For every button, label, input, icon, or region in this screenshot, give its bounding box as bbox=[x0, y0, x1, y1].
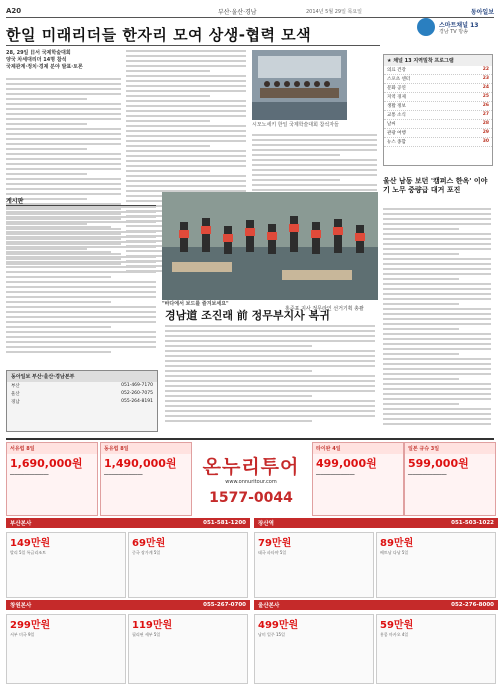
right-column-headline: 울산 남동 보던 '캠퍼스 한옥' 이야기 노무 중량급 대거 포진 bbox=[383, 177, 488, 194]
promo-box: 동유럽 8일 1,490,000원 ━━━━━━━━━━━━━━━━ bbox=[100, 442, 192, 516]
newspaper-brand: 동아일보 bbox=[470, 8, 494, 16]
main-headline: 한일 미래리더들 한자리 모여 상생-협력 모색 bbox=[6, 26, 312, 44]
lead-summary bbox=[6, 50, 121, 71]
ad-logo-box bbox=[193, 442, 309, 514]
program-row: 의료 건강 22 bbox=[384, 66, 492, 75]
ad-header bbox=[6, 442, 494, 514]
lead-line-3: 국제관계·정치·경제 분야 발표·토론 bbox=[6, 64, 83, 70]
branch-band: 부산본사 051-581-1200 bbox=[6, 518, 250, 528]
section-name: 부산·울산·경남 bbox=[218, 8, 257, 16]
contact-row: 울산 052-260-7075 bbox=[11, 391, 153, 397]
rafting-photo-image bbox=[162, 192, 378, 300]
contact-title: 동아일보 부산·울산·경남본부 bbox=[7, 371, 157, 382]
page-number: A20 bbox=[6, 7, 22, 15]
tour-cell: 89만원 베트남 다낭 5일 bbox=[376, 532, 496, 598]
notice-board-body bbox=[6, 206, 156, 356]
lead-line-1: 28, 29일 日서 국제학술대회 bbox=[6, 50, 71, 56]
program-row: 문화 공연 24 bbox=[384, 84, 492, 93]
conference-photo-image bbox=[252, 50, 347, 120]
contact-row: 부산 051-469-7170 bbox=[11, 383, 153, 389]
channel-box bbox=[417, 18, 491, 38]
issue-date: 2014년 5월 29일 목요일 bbox=[306, 8, 363, 15]
notice-board-title: 게시판 bbox=[6, 196, 156, 206]
program-row: 날씨 28 bbox=[384, 120, 492, 129]
ad-url: www.onnuritour.com bbox=[225, 479, 277, 485]
program-row: 스포츠 센터 23 bbox=[384, 75, 492, 84]
bureau-contact-box bbox=[6, 370, 158, 432]
channel-program-list bbox=[383, 54, 493, 166]
program-row: 뉴스 종합 30 bbox=[384, 138, 492, 147]
tour-cell: 499만원 남미 일주 15일 bbox=[254, 614, 374, 684]
program-row: 교통 소식 27 bbox=[384, 111, 492, 120]
promo-box: 서유럽 8일 1,690,000원 ━━━━━━━━━━━━━━━━ bbox=[6, 442, 98, 516]
channel-subtitle: 경남 TV 방송 bbox=[439, 29, 468, 35]
tour-cell: 149만원 발리 5일 특급리조트 bbox=[6, 532, 126, 598]
ad-logo: 온누리투어 bbox=[202, 456, 300, 478]
program-list-title: ★ 채널 13 지역밀착 프로그램 bbox=[384, 55, 492, 66]
rafting-caption: "바다에서 보드를 즐겨보세요" bbox=[162, 301, 229, 307]
right-column-body bbox=[383, 208, 491, 428]
channel-logo-icon bbox=[417, 18, 435, 36]
tour-cell: 79만원 태국 파타야 5일 bbox=[254, 532, 374, 598]
promo-box: 일본 규슈 3일 599,000원 ━━━━━━━━━━━━━━━━ bbox=[404, 442, 496, 516]
promo-box: 타이완 4일 499,000원 ━━━━━━━━━━━━━━━━ bbox=[312, 442, 404, 516]
second-article-body bbox=[165, 325, 375, 425]
contact-row: 경남 055-264-8191 bbox=[11, 399, 153, 405]
tour-cell: 119만원 필리핀 세부 5일 bbox=[128, 614, 248, 684]
lead-line-2: 양국 차세대리더 14명 참석 bbox=[6, 57, 67, 63]
tour-cell: 59만원 홍콩 마카오 4일 bbox=[376, 614, 496, 684]
rafting-photo bbox=[162, 192, 378, 300]
branch-band: 울산본사 052-276-8000 bbox=[254, 600, 498, 610]
channel-title: 스마트채널 13 bbox=[439, 22, 479, 29]
photo-caption: 시모노세키 한일 국제학술대회 참석자들 bbox=[252, 122, 339, 128]
conference-photo bbox=[252, 50, 347, 120]
program-row: 관광 여행 29 bbox=[384, 129, 492, 138]
second-headline: 경남道 조진래 前 정무부지사 복귀 bbox=[165, 309, 330, 322]
travel-advertisement bbox=[6, 438, 494, 687]
program-row: 생활 정보 26 bbox=[384, 102, 492, 111]
tour-cell: 69만원 중국 장가계 5일 bbox=[128, 532, 248, 598]
tour-cell: 299만원 서부 미국 9일 bbox=[6, 614, 126, 684]
program-row: 지역 경제 25 bbox=[384, 93, 492, 102]
ad-phone: 1577-0044 bbox=[209, 490, 293, 506]
second-subheadline: 홍준표 지사 정무라인 선거기획 총괄 bbox=[285, 306, 364, 312]
article-body-col3 bbox=[252, 134, 377, 194]
page-header bbox=[6, 6, 494, 16]
headline-rule bbox=[6, 45, 380, 46]
branch-band: 창원본사 055-267-0700 bbox=[6, 600, 250, 610]
branch-band: 장산역 051-503-1022 bbox=[254, 518, 498, 528]
